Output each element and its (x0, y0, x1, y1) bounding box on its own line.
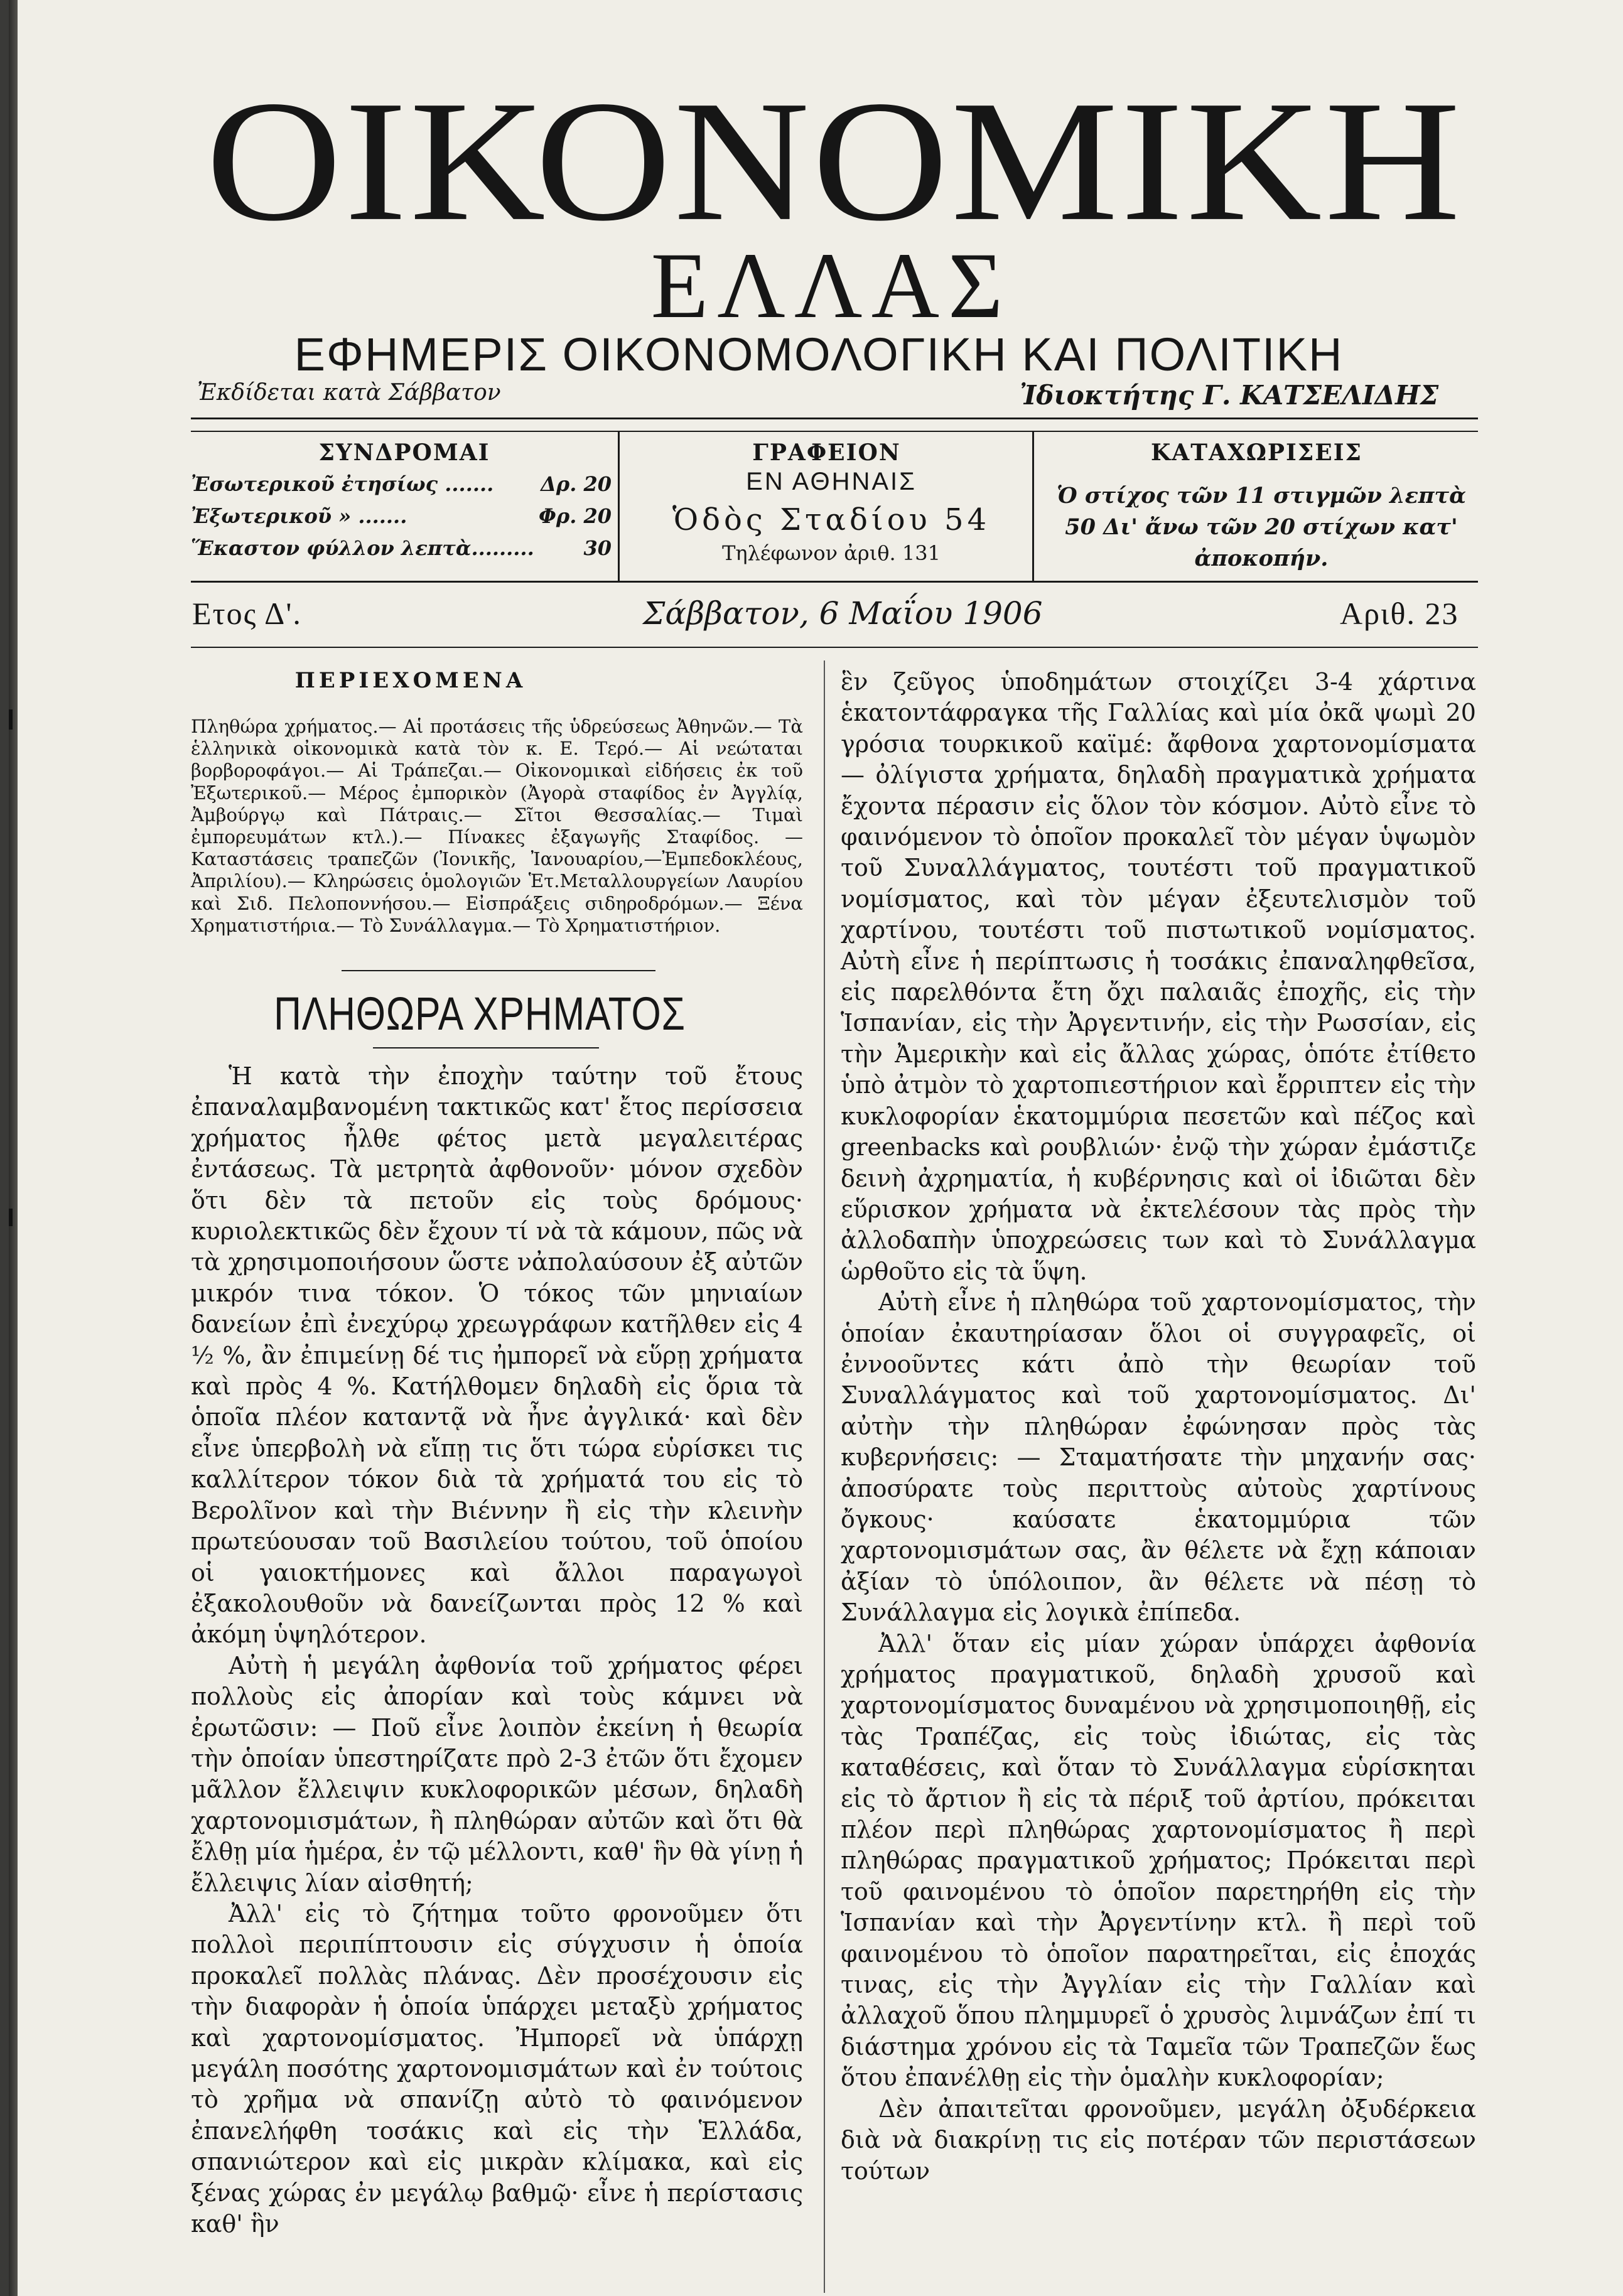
rule-article-title (373, 1047, 599, 1048)
article-paragraph: Δὲν ἀπαιτεῖται φρονοῦμεν, μεγάλη ὀξυδέρκεια διὰ νὰ διακρίνῃ τις εἰς ποτέραν τῶν περιστάσεων τούτων (841, 2094, 1476, 2185)
binding-mark (9, 709, 13, 730)
publication-frequency: Ἐκδίδεται κατὰ Σάββατον (197, 380, 501, 406)
office-title: ΓΡΑΦΕΙΟΝ (752, 439, 901, 466)
masthead-subtitle: ΕΛΛΑΣ (650, 234, 1012, 338)
binding-mark (9, 1209, 13, 1226)
column-divider (824, 660, 825, 2293)
article-paragraph: Αὐτὴ εἶνε ἡ πληθώρα τοῦ χαρτονομίσματος, τὴν ὁποίαν ἐκαυτηρίασαν ὅλοι οἱ συγγραφεῖς, οἱ ἐννοοῦντες κάτι ἀπὸ τὴν θεωρίαν τοῦ Συναλλάγματος καὶ τοῦ χαρτονομίσματος. Δι' αὐτὴν τὴν πληθώραν ἐφώνησαν πρὸς τὰς κυβερνήσεις: — Σταματήσατε τὴν μηχανήν σας· ἀποσύρατε τοὺς περιττοὺς αὐτοὺς χαρτίνους ὄγκους· καύσατε ἑκατομμύρια τῶν χαρτονομισμάτων σας, ἂν θέλετε νὰ ἔχῃ κάποιαν ἀξίαν τὸ ὑπόλοιπον, ἂν θέλετε νὰ πέσῃ τὸ Συνάλλαγμα εἰς λογικὰ ἐπίπεδα. (841, 1288, 1476, 1627)
rule-boxes-top (191, 431, 1478, 432)
masthead-tagline: ΕΦΗΜΕΡΙΣ ΟΙΚΟΝΟΜΟΛΟΓΙΚΗ ΚΑΙ ΠΟΛΙΤΙΚΗ (294, 328, 1344, 380)
page-edge-shadow (9, 0, 18, 2296)
subscription-value: Δρ. 20 (541, 472, 612, 496)
owner-line: Ἰδιοκτήτης Γ. ΚΑΤΣΕΛΙΔΗΣ (1020, 380, 1439, 411)
office-phone: Τηλέφωνον ἀριθ. 131 (722, 541, 941, 565)
subscription-row (191, 504, 612, 528)
subscription-label: Ἐσωτερικοῦ ἐτησίως ....... (191, 472, 494, 496)
article-title: ΠΛΗΘΩΡΑ ΧΡΗΜΑΤΟΣ (274, 988, 686, 1040)
issue-date: Σάββατον, 6 Μαΐου 1906 (643, 595, 1043, 632)
subscription-row (191, 536, 612, 560)
article-column-left (191, 1061, 803, 2239)
issue-number: Αριθ. 23 (1340, 596, 1459, 631)
subscriptions-title: ΣΥΝΔΡΟΜΑΙ (318, 439, 490, 466)
contents-title: ΠΕΡΙΕΧΟΜΕΝΑ (294, 668, 527, 693)
rule-boxes-bottom (191, 581, 1478, 583)
article-paragraph: Ἀλλ' ὅταν εἰς μίαν χώραν ὑπάρχει ἀφθονία χρήματος πραγματικοῦ, δηλαδὴ χρυσοῦ καὶ χαρτονομίσματος δυναμένου νὰ χρησιμοποιηθῇ, εἰς τὰς Τραπέζας, εἰς τοὺς ἰδιώτας, εἰς τὰς καταθέσεις, καὶ ὅταν τὸ Συνάλλαγμα εὑρίσκηται εἰς τὸ ἄρτιον ἢ εἰς τὰ πέριξ τοῦ ἀρτίου, πρόκειται πλέον περὶ πληθώρας χαρτονομίσματος ἢ περὶ πληθώρας πραγματικοῦ χρήματος; Πρόκειται περὶ τοῦ φαινομένου τὸ ὁποῖον παρετηρήθη εἰς τὴν Ἱσπανίαν καὶ τὴν Ἀργεντίνην κτλ. ἢ περὶ τοῦ φαινομένου τὸ ὁποῖον παρατηρεῖται, εἰς ἐποχάς τινας, εἰς τὴν Ἀγγλίαν εἰς τὴν Γαλλίαν καὶ ἀλλαχοῦ ὅπου πλημμυρεῖ ὁ χρυσὸς λιμνάζων ἐπί τι διάστημα χρόνου εἰς τὰ Ταμεῖα τῶν Τραπεζῶν ἕως ὅτου ἐπανέλθῃ εἰς τὴν ὁμαλὴν κυκλοφορίαν; (841, 1629, 1476, 2092)
article-column-right (841, 667, 1476, 2187)
contents-list: Πληθώρα χρήματος.— Αἱ προτάσεις τῆς ὑδρεύσεως Ἀθηνῶν.— Τὰ ἑλληνικὰ οἰκονομικὰ κατὰ τὸν κ. Ε. Τερό.— Αἱ νεώταται βορβοροφάγοι.— Αἱ Τράπεζαι.— Οἰκονομικαὶ εἰδήσεις ἐκ τοῦ Ἐξωτερικοῦ.— Μέρος ἐμπορικὸν (Ἀγορὰ σταφίδος ἐν Ἀγγλίᾳ, Ἀμβούργῳ καὶ Πάτραις.— Σῖτοι Θεσσαλίας.— Τιμαὶ ἐμπορευμάτων κτλ.).— Πίνακες ἐξαγωγῆς Σταφίδος. — Καταστάσεις τραπεζῶν (Ἰονικῆς, Ἰανουαρίου,—Ἐμπεδοκλέους, Ἀπριλίου).— Κληρώσεις ὁμολογιῶν Ἑτ.Μεταλλουργείων Λαυρίου καὶ Σιδ. Πελοποννήσου.— Εἰσπράξεις σιδηροδρόμων.— Ξένα Χρηματιστήρια.— Τὸ Συνάλλαγμα.— Τὸ Χρηματιστήριον. (191, 716, 803, 936)
issue-year: Ετος Δ'. (192, 596, 302, 631)
office-street: Ὁδὸς Σταδίου 54 (672, 502, 991, 537)
office-city: ΕΝ ΑΘΗΝΑΙΣ (746, 468, 917, 495)
subscription-value: 30 (583, 536, 612, 560)
article-paragraph: ἓν ζεῦγος ὑποδημάτων στοιχίζει 3-4 χάρτινα ἑκατοντάφραγκα τῆς Γαλλίας καὶ μία ὀκᾶ ψωμὶ 20 γρόσια τουρκικοῦ καϊμέ: ἄφθονα χαρτονομίσματα — ὀλίγιστα χρήματα, δηλαδὴ πραγματικὰ χρήματα ἔχοντα πέρασιν εἰς ὅλον τὸν κόσμον. Αὐτὸ εἶνε τὸ φαινόμενον τὸ ὁποῖον προκαλεῖ τὸν μέγαν ὑψωμὸν τοῦ Συναλλάγματος, τουτέστι τοῦ πραγματικοῦ νομίσματος, καὶ τὸν μέγαν ἐξευτελισμὸν τοῦ χαρτίνου, τουτέστι τοῦ πιστωτικοῦ νομίσματος. Αὐτὴ εἶνε ἡ περίπτωσις ἡ τοσάκις ἐπαναληφθεῖσα, εἰς παρελθόντα ἔτη ὄχι παλαιᾶς ἐποχῆς, εἰς τὴν Ἱσπανίαν, εἰς τὴν Ἀργεντινήν, εἰς τὴν Ρωσσίαν, εἰς τὴν Ἀμερικὴν καὶ εἰς ἄλλας χώρας, ὁπότε ἐτίθετο ὑπὸ ἀτμὸν τὸ χαρτοπιεστήριον καὶ ἔρριπτεν εἰς τὴν κυκλοφορίαν ἑκατομμύρια πεσετῶν καὶ πέζος καὶ greenbacks καὶ ρουβλιών· ἐνῷ τὴν χώραν ἐμάστιζε δεινὴ ἀχρηματία, ἡ κυβέρνησις καὶ οἱ ἰδιῶται δὲν εὕρισκον χρήματα νὰ ἐκτελέσουν τὰς πρὸς τὴν ἀλλοδαπὴν ὑποχρεώσεις των καὶ τὸ Συνάλλαγμα ὡρθοῦτο εἰς τὰ ὕψη. (841, 668, 1476, 1285)
box-divider-left (618, 431, 620, 581)
ads-rates: Ὁ στίχος τῶν 11 στιγμῶν λεπτὰ 50 Δι' ἄνω τῶν 20 στίχων κατ' ἀποκοπήν. (1056, 483, 1466, 571)
subscription-label: Ἐξωτερικοῦ » ....... (191, 504, 407, 528)
newspaper-page (9, 0, 1623, 2296)
box-divider-right (1032, 431, 1034, 581)
article-paragraph: Αὐτὴ ἡ μεγάλη ἀφθονία τοῦ χρήματος φέρει πολλοὺς εἰς ἀπορίαν καὶ τοὺς κάμνει νὰ ἐρωτῶσιν: — Ποῦ εἶνε λοιπὸν ἐκείνη ἡ θεωρία τὴν ὁποίαν ὑπεστηρίζατε πρὸ 2-3 ἐτῶν ὅτι ἔχομεν μᾶλλον ἔλλειψιν κυκλοφορικῶν μέσων, δηλαδὴ χαρτονομισμάτων, ἢ πληθώραν αὐτῶν καὶ ὅτι θὰ ἔλθῃ μία ἡμέρα, ἐν τῷ μέλλοντι, καθ' ἣν θὰ γίνῃ ἡ ἔλλειψις λίαν αἰσθητή; (191, 1651, 803, 1897)
subscription-label: Ἕκαστον φύλλον λεπτὰ......... (191, 536, 534, 560)
article-paragraph: Ἡ κατὰ τὴν ἐποχὴν ταύτην τοῦ ἔτους ἐπαναλαμβανομένη τακτικῶς κατ' ἔτος περίσσεια χρήματος ἦλθε φέτος μετὰ μεγαλειτέρας ἐντάσεως. Τὰ μετρητὰ ἀφθονοῦν· μόνον σχεδὸν ὅτι δὲν τὰ πετοῦν εἰς τοὺς δρόμους· κυριολεκτικῶς δὲν ἔχουν τί νὰ τὰ κάμουν, πῶς νὰ τὰ χρησιμοποιήσουν ὥστε νἀπολαύσουν ἐξ αὐτῶν μικρόν τινα τόκον. Ὁ τόκος τῶν μηνιαίων δανείων ἐπὶ ἐνεχύρῳ χρεωγράφων κατῆλθεν εἰς 4 ½ %, ἂν ἐπιμείνῃ δέ τις ἠμπορεῖ νὰ εὕρῃ χρήματα καὶ πρὸς 4 %. Κατήλθομεν δηλαδὴ εἰς ὅρια τὰ ὁποῖα πλέον καταντᾷ νὰ ἦνε ἀγγλικά· καὶ δὲν εἶνε ὑπερβολὴ νὰ εἴπῃ τις ὅτι τώρα εὑρίσκει τις καλλίτερον τόκον διὰ τὰ χρήματά του εἰς τὸ Βερολῖνον καὶ τὴν Βιέννην ἢ εἰς τὴν κλεινὴν πρωτεύουσαν τοῦ Βασιλείου τούτου, τοῦ ὁποίου οἱ γαιοκτήμονες καὶ ἄλλοι παραγωγοὶ ἐξακολουθοῦν νὰ δανείζωνται πρὸς 12 % καὶ ἀκόμη ὑψηλότερον. (191, 1062, 803, 1649)
rule-contents (342, 970, 655, 971)
subscription-value: Φρ. 20 (539, 504, 612, 528)
masthead-title: ΟΙΚΟΝΟΜΙΚΗ (205, 65, 1464, 257)
subscription-row (191, 472, 612, 496)
rule-top (191, 418, 1478, 419)
article-paragraph: Ἀλλ' εἰς τὸ ζήτημα τοῦτο φρονοῦμεν ὅτι πολλοὶ περιπίπτουσιν εἰς σύγχυσιν ἡ ὁποία προκαλεῖ πολλὰς πλάνας. Δὲν προσέχουσιν εἰς τὴν διαφορὰν ἡ ὁποία ὑπάρχει μεταξὺ χρήματος καὶ χαρτονομίσματος. Ἠμπορεῖ νὰ ὑπάρχῃ μεγάλη ποσότης χαρτονομισμάτων καὶ ἐν τούτοις τὸ χρῆμα νὰ σπανίζῃ αὐτὸ τὸ φαινόμενον ἐπανελήφθη τοσάκις καὶ εἰς τὴν Ἑλλάδα, σπανιώτερον καὶ εἰς μικρὰν κλίμακα, καὶ εἰς ξένας χώρας ἐν μεγάλῳ βαθμῷ· εἶνε ἡ περίστασις καθ' ἣν (191, 1899, 803, 2238)
ads-title: ΚΑΤΑΧΩΡΙΣΕΙΣ (1150, 439, 1362, 466)
rule-issue (191, 647, 1478, 648)
